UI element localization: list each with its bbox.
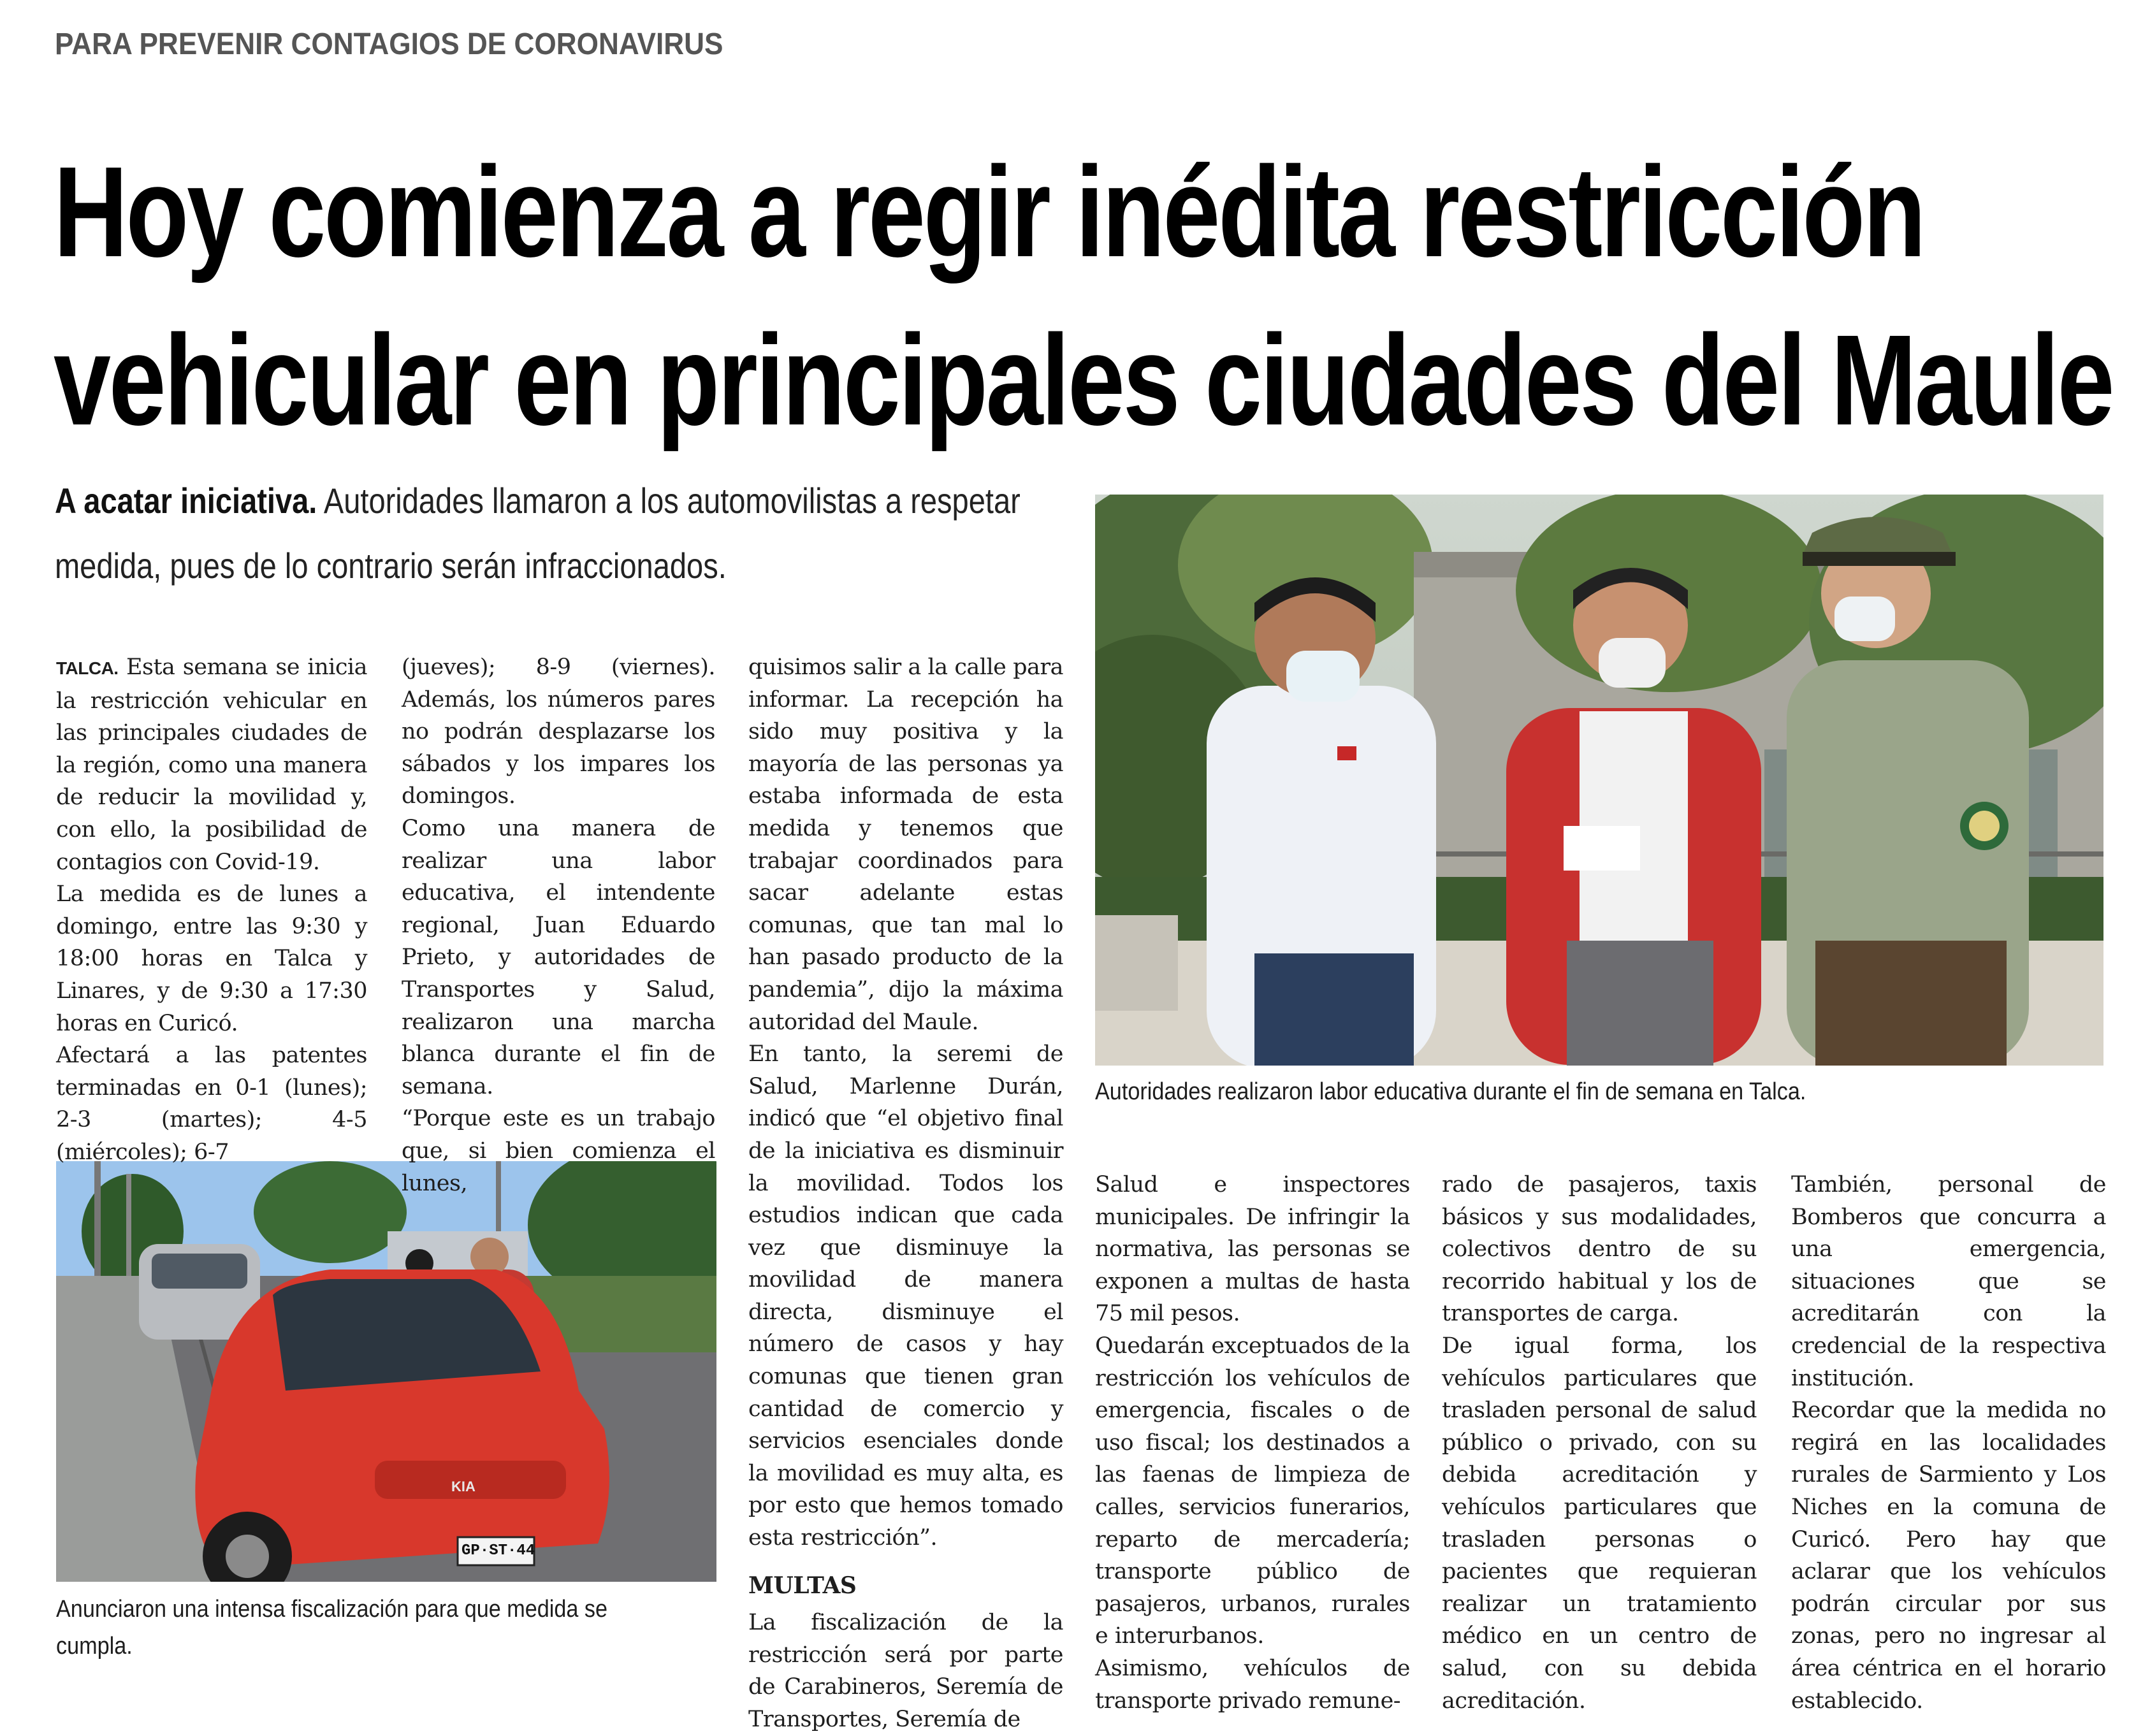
photo-authorities-illustration [1095, 495, 2103, 1066]
paragraph: En tanto, la seremi de Salud, Marlenne Durán, indicó que “el objetivo final de la iniciativa es disminuir la movilidad. Todos los estudios indican que cada vez que disminuye la movilidad de manera directa, disminuye el número de casos y hay comunas que tienen gran cantidad de comercio y servicios esenciales donde la movilidad es muy alta, es por esto que hemos tomado esta restricción”. [748, 1041, 1063, 1551]
paragraph [56, 651, 367, 878]
article-column-3 [748, 651, 1063, 1736]
car-brand-badge: KIA [451, 1479, 476, 1494]
paragraph: “Porque este es un trabajo que, si bien comienza el lunes, [402, 1106, 715, 1196]
photo-authorities-caption: Autoridades realizaron labor educativa durante el fin de semana en Talca. [1095, 1078, 1806, 1105]
deck-lead: A acatar iniciativa. [55, 481, 317, 521]
article-column-4 [1095, 1169, 1410, 1717]
paragraph: Afectará a las patentes terminadas en 0-1 (lunes); 2-3 (martes); 4-5 (miércoles); 6-7 [56, 1043, 367, 1165]
paragraph: Salud e inspectores municipales. De infringir la normativa, las personas se exponen a multas de hasta 75 mil pesos. [1095, 1172, 1410, 1327]
deck [55, 468, 1072, 598]
paragraph: De igual forma, los vehículos particulares que trasladen personal de salud público o privado, con su debida acreditación y vehículos particulares que trasladen personas o pacientes que requieran realizar un tratamiento médico en un centro de salud, con su debida acreditación. [1442, 1333, 1757, 1714]
article-column-6 [1791, 1169, 2106, 1717]
article-column-5 [1442, 1169, 1757, 1717]
photo-car-illustration [56, 1161, 716, 1582]
article-column-2 [402, 651, 715, 1199]
photo-car-caption: Anunciaron una intensa fiscalización para que medida se cumpla. [56, 1596, 608, 1660]
paragraph: Quedarán exceptuados de la restricción los vehículos de emergencia, fiscales o de uso fiscal; los destinados a las faenas de limpieza de calles, servicios funerarios, reparto de mercadería; transporte público de pasajeros, urbanos, rurales e interurbanos. [1095, 1333, 1410, 1649]
headline-line-2: vehicular en principales ciudades del Maule [54, 308, 2113, 452]
dateline: TALCA. [56, 658, 119, 678]
headline-line-1: Hoy comienza a regir inédita restricción [54, 140, 1924, 284]
section-subhead: MULTAS [748, 1572, 857, 1599]
paragraph: Recordar que la medida no regirá en las localidades rurales de Sarmiento y Los Niches en la comuna de Curicó. Pero hay que aclarar que los vehículos podrán circular por sus zonas, pero no ingresar al área céntrica en el horario establecido. [1791, 1398, 2106, 1714]
paragraph: La fiscalización de la restricción será por parte de Carabineros, Seremía de Transportes, Seremía de [748, 1610, 1063, 1732]
paragraph-text: Esta semana se inicia la restricción vehicular en las principales ciudades de la región, como una manera de reducir la movilidad y, con ello, la posibilidad de contagios con Covid-19. [56, 655, 367, 875]
deck-text: Autoridades llamaron a los automovilistas a respetar medida, pues de lo contrario serán infraccionados. [55, 481, 1021, 586]
article-column-1 [56, 651, 367, 1169]
paragraph: (jueves); 8-9 (viernes). Además, los números pares no podrán desplazarse los sábados y los impares los domingos. [402, 655, 715, 809]
kicker: PARA PREVENIR CONTAGIOS DE CORONAVIRUS [55, 27, 723, 61]
license-plate: GP·ST·44 [461, 1542, 535, 1559]
headline [54, 127, 2113, 464]
paragraph: Asimismo, vehículos de transporte privado remune- [1095, 1655, 1410, 1714]
paragraph: Como una manera de realizar una labor educativa, el intendente regional, Juan Eduardo Prieto, y autoridades de Transportes y Salud, realizaron una marcha blanca durante el fin de semana. [402, 815, 715, 1099]
paragraph: rado de pasajeros, taxis básicos y sus modalidades, colectivos dentro de su recorrido habitual y los de transportes de carga. [1442, 1172, 1757, 1327]
photo-authorities [1095, 495, 2103, 1066]
photo-car-inspection [56, 1161, 716, 1582]
paragraph: La medida es de lunes a domingo, entre las 9:30 y 18:00 horas en Talca y Linares, y de 9:30 a 17:30 horas en Curicó. [56, 881, 367, 1036]
paragraph: quisimos salir a la calle para informar. La recepción ha sido muy positiva y la mayoría de las personas ya estaba informada de esta medida y tenemos que trabajar coordinados para sacar adelante estas comunas, que tan mal lo han pasado producto de la pandemia”, dijo la máxima autoridad del Maule. [748, 655, 1063, 1035]
paragraph: También, personal de Bomberos que concurra a una emergencia, situaciones que se acreditarán con la credencial de la respectiva institución. [1791, 1172, 2106, 1391]
